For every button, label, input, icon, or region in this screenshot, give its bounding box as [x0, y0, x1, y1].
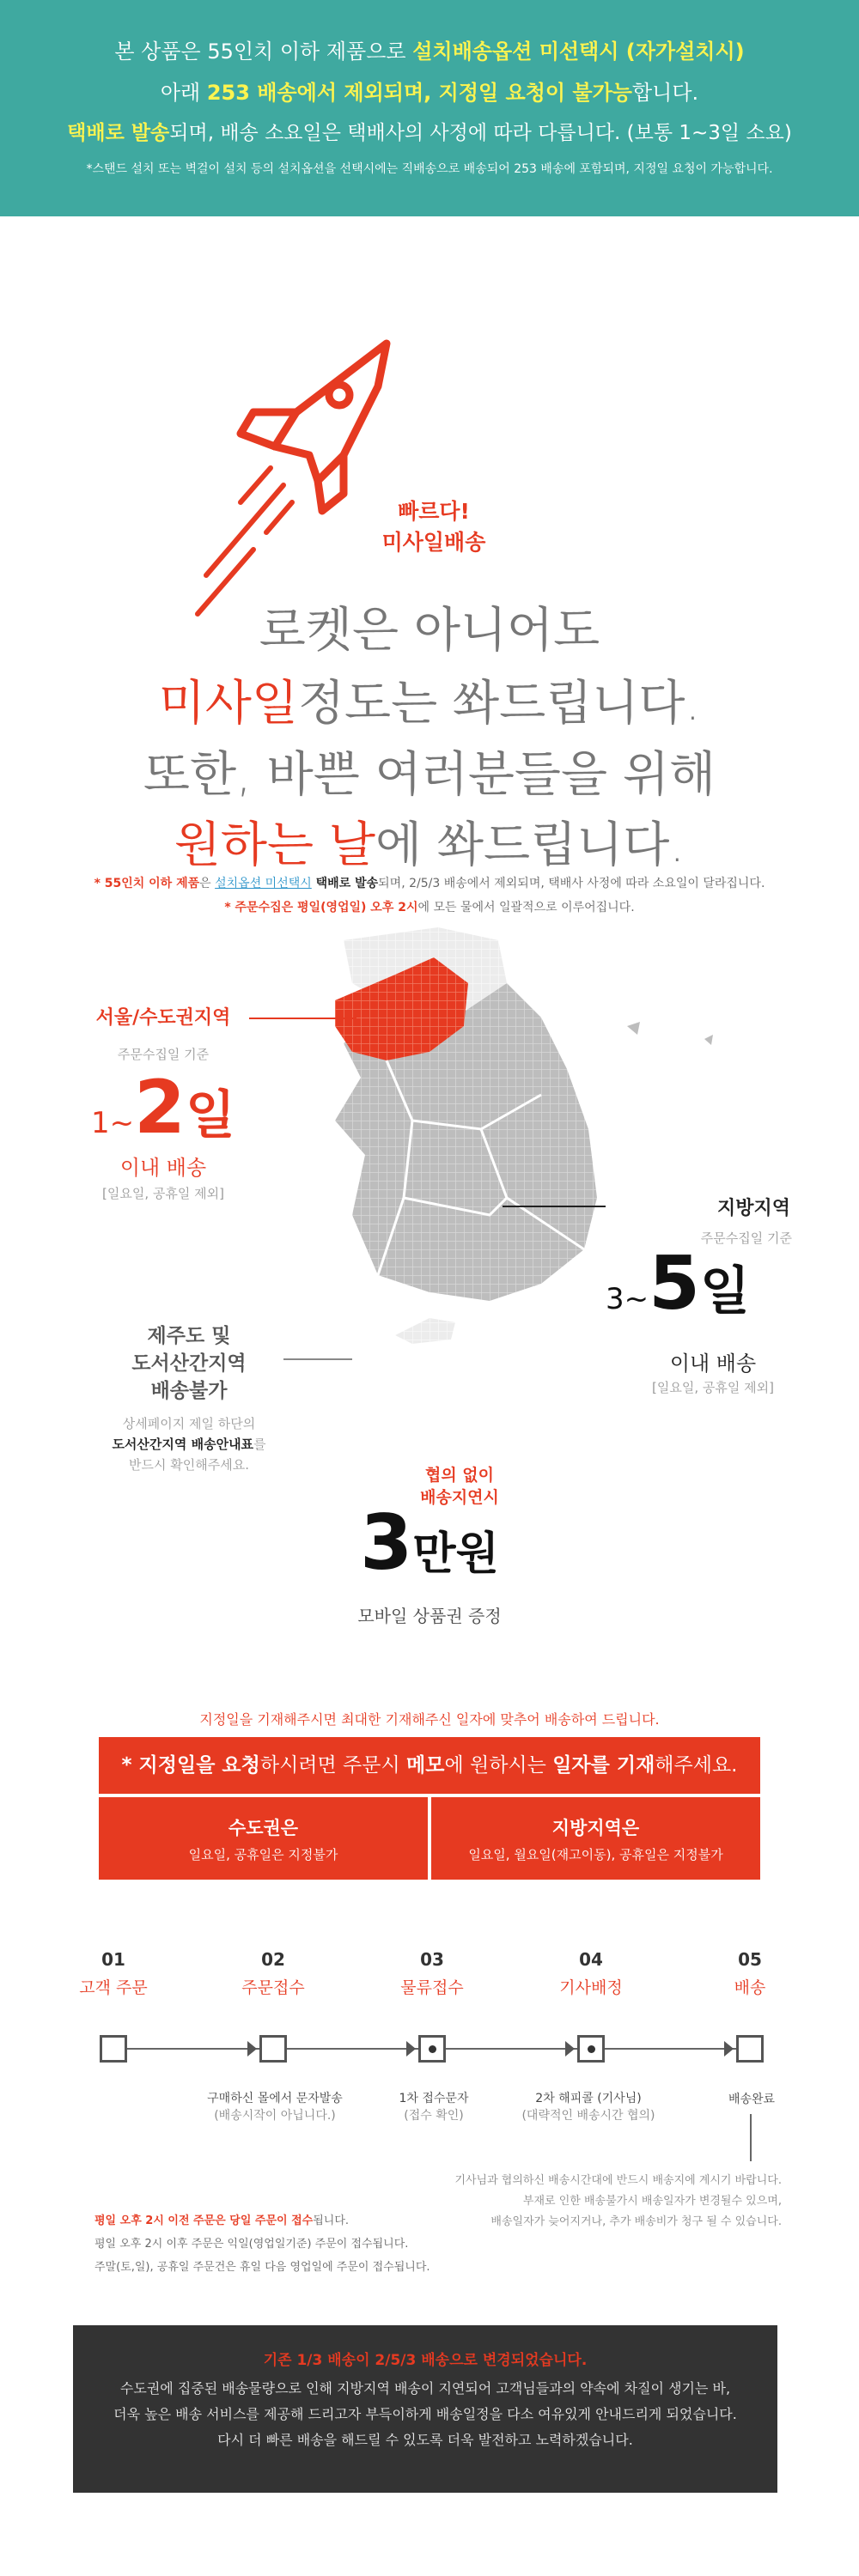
arrow-right-icon [247, 2041, 257, 2057]
designated-intro: 지정일을 기재해주시면 최대한 기재해주신 일자에 맞추어 배송하여 드립니다. [199, 1711, 660, 1728]
capital-title: 수도권은 [228, 1818, 299, 1838]
step-dot-icon [588, 2045, 595, 2053]
step-label: 배송 [734, 1978, 766, 1997]
local-days [606, 1241, 812, 1327]
step4-note [507, 2090, 670, 2124]
jeju-desc-line: 상세페이지 제일 하단의 [122, 1416, 256, 1431]
banner-text: 아래 [160, 81, 207, 105]
jeju-desc-bold: 도서산간지역 배송안내표 [112, 1437, 254, 1452]
designated-request-bar [99, 1737, 760, 1794]
seoul-days-prefix: 1~ [91, 1106, 135, 1140]
reminder-line: 배송일자가 늦어지거나, 추가 배송비가 청구 될 수 있습니다. [490, 2215, 782, 2228]
promise-unit: 만원 [412, 1528, 499, 1580]
banner-text: 합니다. [631, 81, 699, 105]
local-box-title: 지방지역은 [551, 1818, 640, 1838]
arrow-right-icon [724, 2041, 734, 2057]
hero-heading-2 [0, 665, 859, 734]
badge-line: 빠르다! [398, 499, 470, 524]
order-note-text: 됩니다. [313, 2215, 350, 2227]
step5-leader-line [750, 2114, 752, 2161]
jeju-desc-line: 반드시 확인해주세요. [129, 1457, 249, 1473]
step-square-icon [100, 2035, 127, 2063]
local-days-prefix: 3~ [606, 1282, 649, 1316]
seoul-days [60, 1065, 266, 1151]
jeju-title [86, 1322, 292, 1405]
local-title: 지방지역 [716, 1198, 790, 1219]
jeju-title-line: 도서산간지역 [131, 1352, 247, 1375]
promise-amount [301, 1498, 558, 1599]
promise-line: 배송지연시 [420, 1488, 499, 1507]
banner-line-2 [0, 76, 859, 106]
step-label: 기사배정 [559, 1978, 623, 1997]
schedule-change-notice [73, 2325, 777, 2493]
promise-number: 3 [360, 1498, 413, 1587]
promise-line: 협의 없이 [424, 1466, 495, 1485]
step-note-line: 2차 해피콜 (기사님) [535, 2092, 642, 2105]
jeju-desc [86, 1413, 292, 1475]
local-days-number: 5 [649, 1241, 700, 1327]
step5-note: 배송완료 [728, 2093, 776, 2106]
seoul-within: 이내 배송 [119, 1156, 207, 1180]
seoul-exclusion: [일요일, 공휴일 제외] [102, 1186, 224, 1201]
step-label: 고객 주문 [79, 1978, 148, 1997]
step-number: 01 [101, 1949, 125, 1970]
seoul-subtitle: 주문수집일 기준 [117, 1047, 210, 1062]
banner-highlight: 설치배송옵션 미선택시 (자가설치시) [412, 39, 745, 64]
local-leader-line [503, 1206, 606, 1207]
seoul-title: 서울/수도권지역 [95, 1007, 231, 1029]
fast-badge [361, 496, 507, 558]
korea-map-illustration [283, 923, 730, 1404]
hero-heading-1: 로켓은 아니어도 [259, 603, 600, 659]
hero-note-1 [0, 874, 859, 891]
promise-lines [301, 1464, 558, 1509]
reminder-line: 기사님과 협의하신 배송시간대에 반드시 배송지에 계시기 바랍니다. [454, 2174, 782, 2187]
seoul-days-number: 2 [134, 1065, 186, 1151]
badge-line: 미사일배송 [381, 530, 486, 555]
hero-note-2 [0, 898, 859, 915]
hero-text: 정도는 쏴드립니다. [297, 676, 701, 732]
order-note-red: 평일 오후 2시 이전 주문은 당일 주문이 접수 [94, 2215, 314, 2227]
banner-line-1 [0, 34, 859, 64]
capital-area-box [99, 1797, 428, 1880]
note-text: 에 모든 물에서 일괄적으로 이루어집니다. [417, 901, 635, 914]
seoul-region-info [60, 1003, 266, 1202]
local-region-info [601, 1194, 799, 1247]
step-number: 04 [579, 1949, 603, 1970]
step-note-line: (접수 확인) [404, 2109, 464, 2123]
step-dot-icon [429, 2045, 436, 2053]
bar-text: 해주세요. [655, 1754, 738, 1777]
note-red: * 55인치 이하 제품 [94, 877, 200, 890]
notice-line: 수도권에 집중된 배송물량으로 인해 지방지역 배송이 지연되어 고객님들과의 약속에 차질이 생기는 바, [119, 2380, 731, 2397]
capital-subtitle: 일요일, 공휴일은 지정불가 [188, 1847, 338, 1862]
local-exclusion: [일요일, 공휴일 제외] [652, 1380, 774, 1395]
jeju-leader-line [283, 1358, 352, 1360]
seoul-days-unit: 일 [186, 1085, 235, 1145]
step-number: 02 [261, 1949, 285, 1970]
banner-line-3 [0, 117, 859, 145]
promise-subtitle: 모바일 상품권 증정 [357, 1606, 502, 1626]
step3-note [369, 2090, 498, 2124]
step-square-icon [259, 2035, 287, 2063]
note-red: * 주문수집은 평일(영업일) 오후 2시 [224, 901, 418, 914]
step-number: 03 [420, 1949, 444, 1970]
arrow-right-icon [406, 2041, 416, 2057]
bar-text: 에 원하시는 [444, 1754, 553, 1777]
bar-bold: 메모 [406, 1754, 445, 1777]
banner-note: *스탠드 설치 또는 벽걸이 설치 등의 설치옵션을 선택시에는 직배송으로 배송되어 253 배송에 포함되며, 지정일 요청이 가능합니다. [86, 162, 773, 176]
banner-text: 본 상품은 55인치 이하 제품으로 [114, 39, 413, 64]
delay-promise [301, 1464, 558, 1627]
reminder-line: 부재로 인한 배송불가시 배송일자가 변경될수 있으며, [522, 2195, 782, 2208]
step2-note [185, 2090, 365, 2124]
notice-title: 기존 1/3 배송이 2/5/3 배송으로 변경되었습니다. [263, 2352, 588, 2369]
jeju-desc-line [86, 1434, 292, 1455]
note-link: 설치옵션 미선택시 [215, 877, 312, 890]
hero-heading-3: 또한, 바쁜 여러분들을 위해 [143, 747, 716, 803]
arrow-right-icon [565, 2041, 575, 2057]
step-square-icon [418, 2035, 446, 2063]
local-days-unit: 일 [699, 1261, 750, 1321]
banner-highlight: 253 배송에서 제외되며, 지정일 요청이 불가능 [206, 81, 632, 105]
step-square-icon [736, 2035, 764, 2063]
notice-line: 다시 더 빠른 배송을 해드릴 수 있도록 더욱 발전하고 노력하겠습니다. [217, 2432, 633, 2448]
step-note-line: 1차 접수문자 [399, 2092, 469, 2105]
jeju-info [86, 1322, 292, 1475]
order-note-line: 주말(토,일), 공휴일 주문건은 휴일 다음 영업일에 주문이 접수됩니다. [94, 2261, 430, 2274]
step-label: 물류접수 [400, 1978, 464, 1997]
hero-red-word: 원하는 날 [174, 817, 375, 873]
order-cutoff-notes [94, 2209, 507, 2279]
order-note-line [94, 2209, 507, 2233]
notice-line: 더욱 높은 배송 서비스를 제공해 드리고자 부득이하게 배송일정을 다소 여유있게 안내드리게 되었습니다. [113, 2406, 737, 2422]
step-number: 05 [738, 1949, 762, 1970]
hero-heading-4 [0, 807, 859, 876]
note-text: 되며, 2/5/3 배송에서 제외되며, 택배사 사정에 따라 소요일이 달라집니다. [378, 877, 765, 890]
step-label: 주문접수 [241, 1978, 305, 1997]
local-subtitle: 주문수집일 기준 [700, 1230, 792, 1246]
step-note-line: 구매하신 몰에서 문자발송 [207, 2092, 343, 2105]
local-area-box [431, 1797, 760, 1880]
jeju-desc-text: 를 [253, 1437, 266, 1452]
step-note-line: (배송시작이 아닙니다.) [214, 2109, 336, 2123]
step-note-line: (대략적인 배송시간 협의) [521, 2109, 655, 2123]
bar-bold: * 지정일을 요청 [121, 1754, 260, 1777]
banner-text: 되며, 배송 소요일은 택배사의 사정에 따라 다릅니다. (보통 1~3일 소요) [169, 122, 792, 144]
notice-body [73, 2376, 777, 2453]
hero-red-word: 미사일 [158, 676, 298, 732]
bar-bold: 일자를 기재 [552, 1754, 655, 1777]
bar-text: 하시려면 주문시 [259, 1754, 407, 1777]
note-bold: 택배로 발송 [311, 877, 379, 890]
order-note-line: 평일 오후 2시 이후 주문은 익일(영업일기준) 주문이 접수됩니다. [94, 2238, 409, 2251]
hero-text: 에 쏴드립니다. [375, 817, 685, 873]
banner-highlight: 택배로 발송 [67, 122, 170, 144]
jeju-title-line: 제주도 및 [147, 1325, 231, 1347]
note-text: 은 [199, 877, 216, 890]
top-notice-banner [0, 0, 859, 216]
local-box-subtitle: 일요일, 월요일(재고이동), 공휴일은 지정불가 [468, 1847, 723, 1862]
local-within: 이내 배송 [669, 1352, 757, 1376]
jeju-title-line: 배송불가 [150, 1380, 228, 1402]
step-square-icon [577, 2035, 605, 2063]
